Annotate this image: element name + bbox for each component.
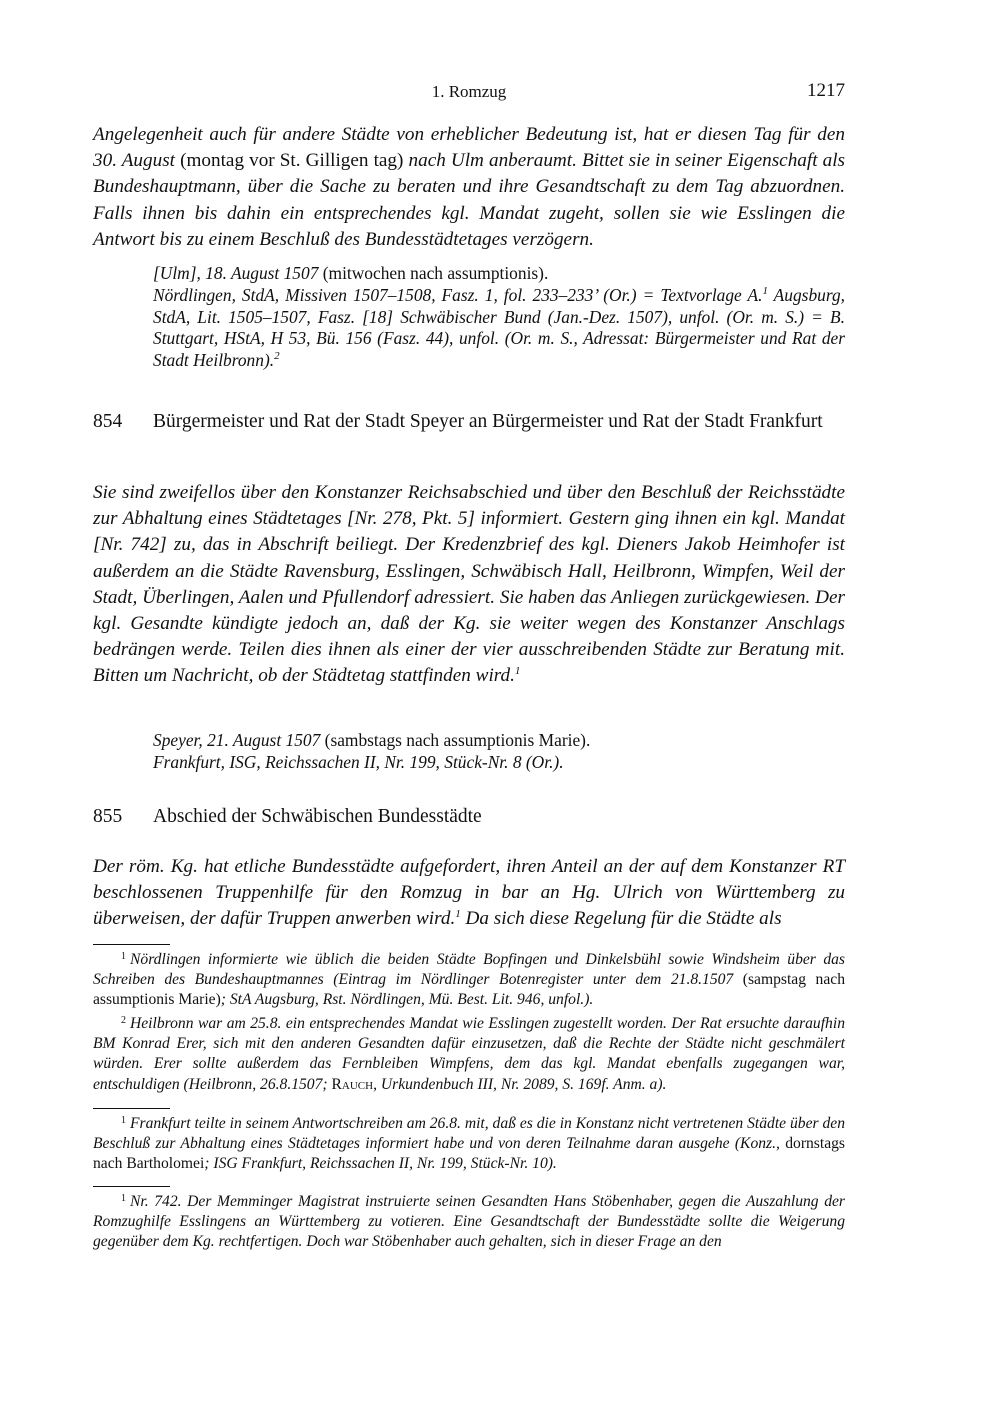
footnote-ref[interactable]: 1 (762, 284, 768, 297)
footnote-ref[interactable]: 1 (514, 665, 521, 678)
footnote-divider (93, 944, 170, 945)
running-head-title: 1. Romzug (431, 82, 507, 101)
footnote-853-1: $^1$ Nördlingen informierte wie üblich die beiden Städte Bopfingen und Dinkelsbühl sowie Windsheim über das Schreiben des Bundeshauptmannes (Eintrag im Nördlinger Botenregister unter dem 21.8.1507 (sampstag nach assumptionis Marie); StA Augsburg, Rst. Nördlingen, Mü. Best. Lit. 946, unfol.). (93, 951, 845, 1009)
entry-854-summary: Sie sind zweifellos über den Konstanzer Reichsabschied und über den Beschluß der Reichsstädte zur Abhaltung eines Städtetages [Nr. 278, Pkt. 5] informiert. Gestern ging ihnen ein kgl. Mandat [Nr. 742] zu, das in Abschrift beiliegt. Der Kredenzbrief des kgl. Dieners Jakob Heimhofer ist außerdem an die Städte Ravensburg, Esslingen, Schwäbisch Hall, Heilbronn, Wimpfen, Weil der Stadt, Überlingen, Aalen und Pfullendorf adressiert. Sie haben das Anliegen zurückgewiesen. Der kgl. Gesandte kündigte jedoch an, daß der Kg. sie weiter wegen des Konstanzer Anschlags bedrängen werde. Teilen dies ihnen als einer der vier ausschreibenden Städte zur Beratung mit. Bitten um Nachricht, ob der Städtetag stattfinden wird.$^1$ (93, 482, 845, 687)
entry-number: 854 (93, 411, 123, 432)
entry-855-heading (93, 804, 845, 830)
entry-853-source (153, 263, 845, 372)
entry-854-source (153, 730, 845, 774)
entry-854-date: Speyer, 21. August 1507 (sambstags nach assumptionis Marie). (153, 730, 591, 750)
footnote-853-2: $^2$ Heilbronn war am 25.8. ein entsprechendes Mandat wie Esslingen zugestellt worden. Der Rat ersuchte daraufhin BM Konrad Erer, sich mit den anderen Gesandten dafür einzusetzen, daß die Rechte der Städte nicht geschmälert würden. Erer sollte außerdem das Fernbleiben Wimpfens, dem das kgl. Mandat ebenfalls zugegangen war, entschuldigen (Heilbronn, 26.8.1507; Rauch, Urkundenbuch III, Nr. 2089, S. 169f. Anm. a). (93, 1015, 845, 1093)
page-number: 1217 (807, 80, 845, 101)
footnote-ref[interactable]: 2 (274, 350, 280, 363)
entry-853-summary-continuation: Angelegenheit auch für andere Städte von erheblicher Bedeutung ist, hat er diesen Tag für den 30. August (montag vor St. Gilligen tag) nach Ulm anberaumt. Bittet sie in seiner Eigenschaft als Bundeshauptmann, über die Sache zu beraten und ihre Gesandtschaft zu dem Tag abzuordnen. Falls ihnen bis dahin ein entsprechendes kgl. Mandat zugeht, sollen sie wie Esslingen die Antwort bis zu einem Beschluß des Bundesstädtetages verzögern. (93, 124, 846, 250)
entry-854-archive: Frankfurt, ISG, Reichssachen II, Nr. 199, Stück-Nr. 8 (Or.). (153, 751, 564, 772)
entry-title: Abschied der Schwäbischen Bundesstädte (153, 806, 482, 827)
footnote-854-1: $^1$ Frankfurt teilte in seinem Antwortschreiben am 26.8. mit, daß es die in Konstanz nicht vertretenen Städte über den Beschluß zur Abhaltung eines Städtetages informiert habe und von deren Teilnahme daran ausgehe (Konz., dornstags nach Bartholomei; ISG Frankfurt, Reichssachen II, Nr. 199, Stück-Nr. 10). (93, 1115, 845, 1173)
entry-854-heading (93, 409, 845, 435)
entry-855-summary: Der röm. Kg. hat etliche Bundesstädte aufgefordert, ihren Anteil an der auf dem Konstanzer RT beschlossenen Truppenhilfe für den Romzug in bar an Hg. Ulrich von Württemberg zu überweisen, der dafür Truppen anwerben wird.$^1$ Da sich diese Regelung für die Städte als (93, 856, 845, 930)
entry-853-archive: Nördlingen, StdA, Missiven 1507–1508, Fasz. 1, fol. 233–233’ (Or.) = Textvorlage A.$^1$ Augsburg, StdA, Lit. 1505–1507, Fasz. [18] Schwäbischer Bund (Jan.-Dez. 1507), unfol. (Or. m. S.) = B. Stuttgart, HStA, H 53, Bü. 156 (Fasz. 44), unfol. (Or. m. S., Adressat: Bürgermeister und Rat der Stadt Heilbronn).$^2$ (153, 284, 845, 371)
entry-853-date: [Ulm], 18. August 1507 (mitwochen nach assumptionis). (153, 263, 549, 283)
footnote-855-1: $^1$ Nr. 742. Der Memminger Magistrat instruierte seinen Gesandten Hans Stöbenhaber, gegen die Auszahlung der Romzughilfe Esslingens an Württemberg zu votieren. Eine Gesandtschaft der Bundesstädte sollte die Weigerung gegenüber dem Kg. rechtfertigen. Doch war Stöbenhaber auch gehalten, sich in dieser Frage an den (93, 1193, 845, 1251)
entry-number: 855 (93, 806, 123, 827)
footnote-divider (93, 1108, 170, 1109)
running-head (93, 82, 845, 106)
entry-title: Bürgermeister und Rat der Stadt Speyer an Bürgermeister und Rat der Stadt Frankfurt (153, 411, 823, 432)
footnote-ref[interactable]: 1 (455, 908, 461, 921)
footnote-divider (93, 1186, 170, 1187)
